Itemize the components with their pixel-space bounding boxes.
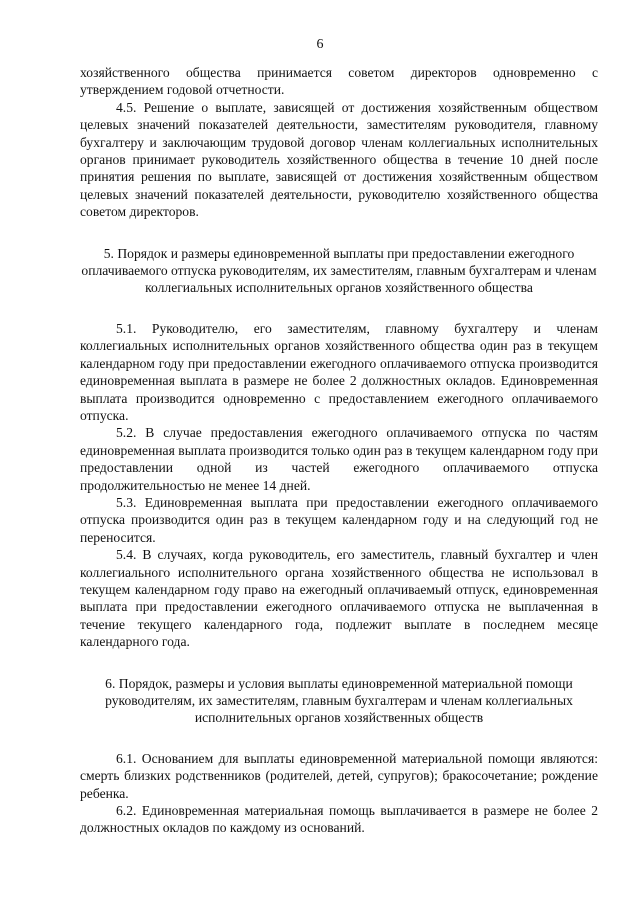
section-6-heading: 6. Порядок, размеры и условия выплаты единовременной материальной помощи руководителям, их заместителям, главным бухгалтерам и членам коллегиальных исполнительных органов хозяйственных обществ	[105, 675, 573, 726]
paragraph-5-3: 5.3. Единовременная выплата при предоставлении ежегодного оплачиваемого отпуска производится один раз в текущем календарном году и на следующий год не переносится.	[80, 494, 598, 545]
paragraph-4-continuation: хозяйственного общества принимается советом директоров одновременно с утверждением годовой отчетности.	[80, 65, 598, 98]
document-body	[80, 64, 598, 837]
paragraph-5-1: 5.1. Руководителю, его заместителям, главному бухгалтеру и членам коллегиальных исполнительных органов хозяйственного общества один раз в текущем календарном году при предоставлении ежегодного оплачиваемого отпуска производится единовременная выплата в размере не более 2 должностных окладов. Единовременная выплата производится одновременно с предоставлением ежегодного оплачиваемого отпуска.	[80, 320, 598, 423]
paragraph-6-1: 6.1. Основанием для выплаты единовременной материальной помощи являются: смерть близких родственников (родителей, детей, супругов); бракосочетание; рождение ребенка.	[80, 750, 598, 801]
paragraph-6-2: 6.2. Единовременная материальная помощь выплачивается в размере не более 2 должностных окладов по каждому из оснований.	[80, 803, 598, 836]
paragraph-5-2: 5.2. В случае предоставления ежегодного оплачиваемого отпуска по частям единовременная выплата производится только один раз в текущем календарном году при предоставлении одной из частей ежегодного оплачиваемого отпуска продолжительностью не менее 14 дней.	[80, 425, 598, 493]
paragraph-4-5: 4.5. Решение о выплате, зависящей от достижения хозяйственным обществом целевых значений показателей деятельности, заместителям руководителя, главному бухгалтеру и заключающим трудовой договор членам коллегиальных исполнительных органов принимает руководитель хозяйственного общества в течение 10 дней после принятия решения по выплате, зависящей от достижения хозяйственным обществом целевых значений показателей деятельности, руководителю хозяйственного общества советом директоров.	[80, 99, 598, 220]
page-number: 6	[316, 37, 324, 52]
paragraph-5-4: 5.4. В случаях, когда руководитель, его заместитель, главный бухгалтер и член коллегиального исполнительного органа хозяйственного общества не использовал в текущем календарном году право на ежегодный оплачиваемый отпуск, единовременная выплата при предоставлении ежегодного оплачиваемого отпуска не выплаченная в течение текущего календарного года, подлежит выплате в последнем месяце календарного года.	[80, 547, 598, 650]
section-5-heading: 5. Порядок и размеры единовременной выплаты при предоставлении ежегодного оплачиваемого отпуска руководителям, их заместителям, главным бухгалтерам и членам коллегиальных исполнительных органов хозяйственного общества	[81, 245, 597, 296]
